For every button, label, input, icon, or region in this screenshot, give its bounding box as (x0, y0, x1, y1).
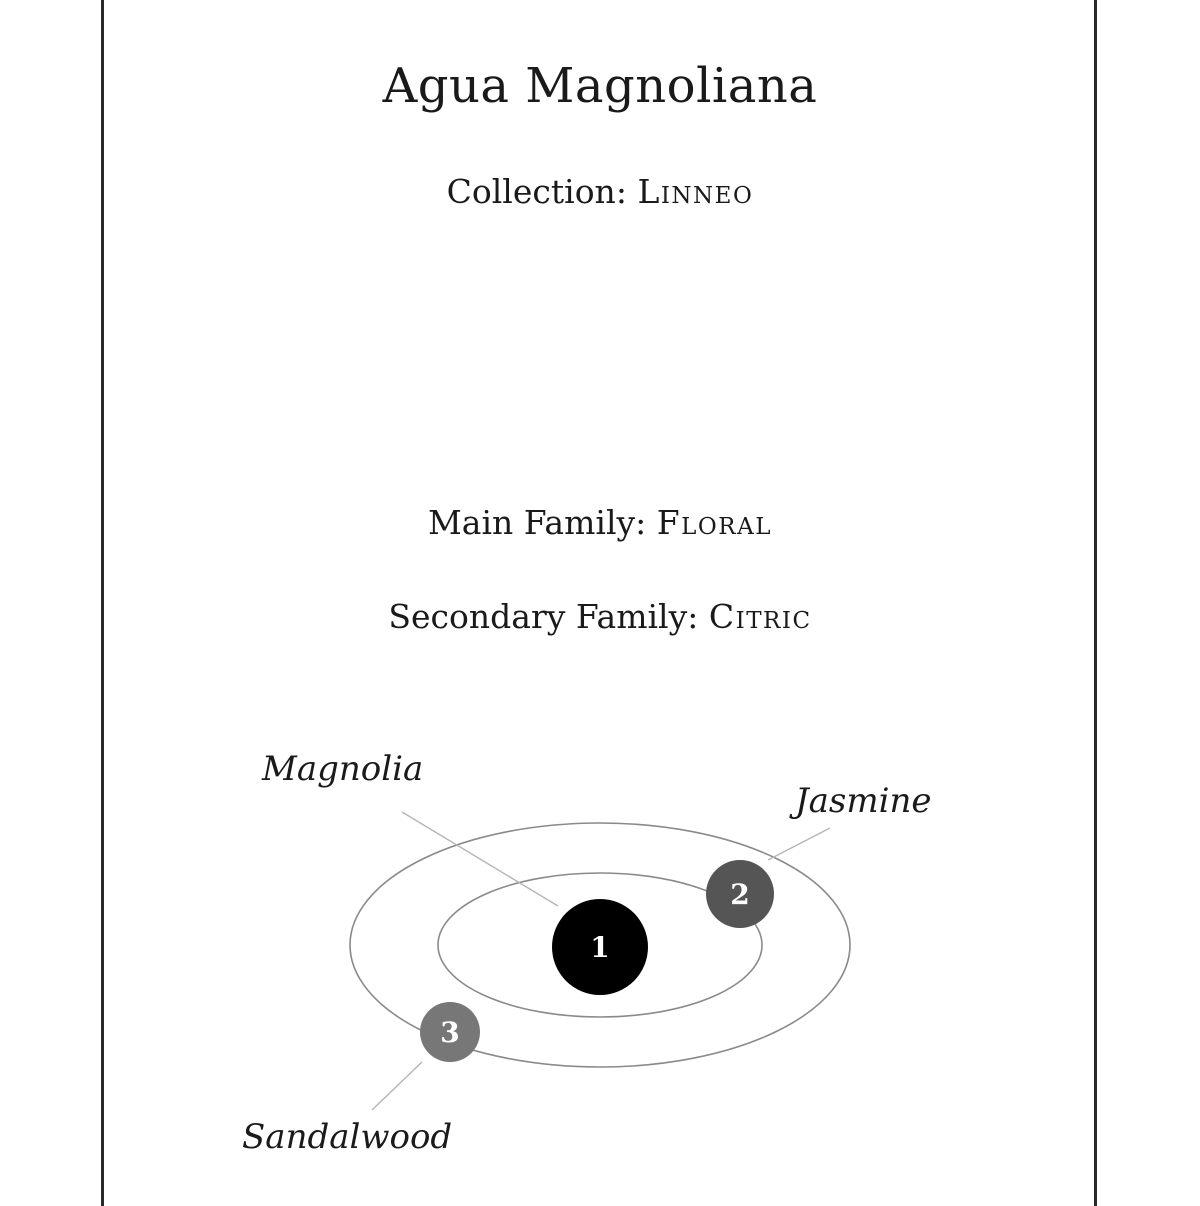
note-1-number: 1 (590, 931, 610, 964)
jasmine-label: Jasmine (795, 781, 932, 821)
collection-label: Collection: (446, 172, 627, 211)
note-3-number: 3 (440, 1016, 460, 1049)
note-2-number: 2 (730, 878, 750, 911)
collection-value: Linneo (637, 172, 754, 211)
note-2-marker (706, 860, 774, 928)
sandalwood-leader-line (372, 1062, 422, 1110)
magnolia-leader-line (402, 812, 558, 906)
jasmine-leader-line (768, 828, 830, 860)
main-family-value: Floral (656, 503, 772, 542)
perfume-title: Agua Magnoliana (382, 58, 818, 114)
secondary-family-label: Secondary Family: (388, 597, 699, 636)
secondary-family-value: Citric (708, 597, 812, 636)
main-family-label: Main Family: (428, 503, 647, 542)
sandalwood-label: Sandalwood (242, 1117, 453, 1157)
note-1-marker (552, 899, 648, 995)
note-3-marker (420, 1002, 480, 1062)
magnolia-label: Magnolia (262, 749, 424, 789)
